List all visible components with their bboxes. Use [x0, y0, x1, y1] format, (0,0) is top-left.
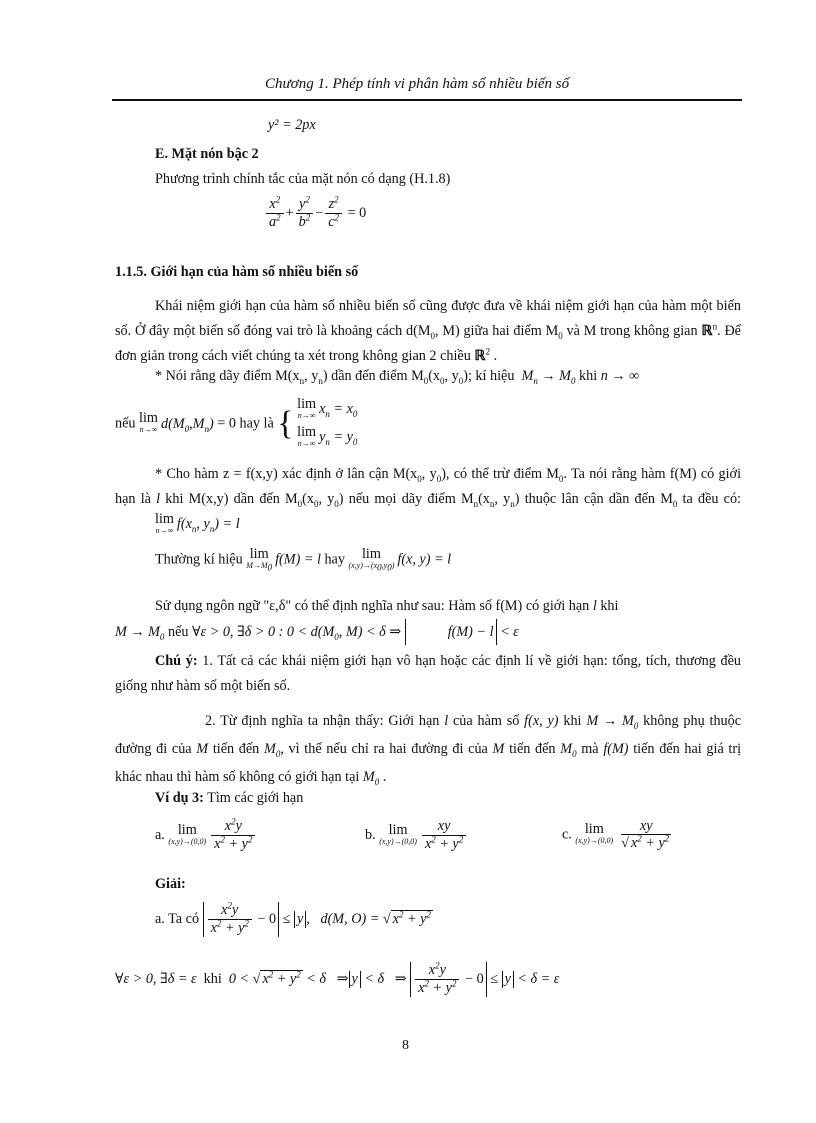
- paragraph-epsilon-delta: Sử dụng ngôn ngữ "ε,δ" có thể định nghĩa như sau: Hàm số f(M) có giới hạn l khi $M \to M_0$ nếu ∀ε > 0, ∃δ > 0 : $0 < d(M_0$, M) < δ ⇒ f(M) − l < ε: [115, 593, 741, 645]
- example-3-title: Ví dụ 3: Tìm các giới hạn: [155, 790, 304, 806]
- sequence-definition: * Nói rằng dãy điểm $M(x_n$, $y_n$) dần đến điểm $M_0(x_0$, $y_0$); kí hiệu $M_n \to M_0$ khi n → ∞: [155, 368, 640, 386]
- section-1-1-5-title: 1.1.5. Giới hạn của hàm số nhiều biến số: [115, 264, 359, 280]
- page-number: 8: [402, 1038, 409, 1053]
- example-limit-b: b. lim (x,y)→(0,0) $\frac{xy}{x^2 + y^2}$: [365, 818, 468, 853]
- note-1: Chú ý: 1. Tất cả các khái niệm giới hạn vô hạn hoặc các định lí về giới hạn: tổng, tích, thương đều giống như hàm số một biến số.: [115, 653, 741, 694]
- section-e-intro: Phương trình chính tắc của mặt nón có dạng (H.1.8): [155, 171, 451, 187]
- note-2: 2. Từ định nghĩa ta nhận thấy: Giới hạn l của hàm số f(x, y) khi $M \to M_0$ không phụ thuộc đường đi của M tiến đến $M_0$, vì thế nếu chỉ ra hai đường đi của M tiến đến $M_0$ mà f(M) tiến đến hai giá trị khác nhau thì hàm số không có giới hạn tại $M_0$ .: [115, 713, 742, 787]
- solution-title: Giải:: [155, 876, 186, 892]
- cone-equation: $\frac{x^2}{a^2}$ + $\frac{y^2}{b^2}$ − $\frac{z^2}{c^2}$ = 0: [264, 196, 366, 231]
- header-rule: [112, 99, 742, 101]
- paragraph-function-limit: * Cho hàm z = f(x,y) xác định ở lân cận $M(x_0$, $y_0$), có thể trừ điểm $M_0$. Ta nói rằng hàm f(M) có giới hạn là l khi M(x,y) dần đến $M_0(x_0$, $y_0$) nếu mọi dãy điểm $M_n(x_n$, $y_n$) thuộc lân cận dần đến $M_0$ ta đều có: lim n→∞ $f(x_n$, $y_n) = l$: [115, 466, 742, 535]
- chapter-header: Chương 1. Phép tính vi phân hàm số nhiều biến số: [265, 76, 570, 92]
- example-limit-c: c. lim (x,y)→(0,0) xy √ $x^2 + y^2$: [562, 818, 670, 851]
- section-e-title: E. Mặt nón bậc 2: [155, 146, 259, 162]
- limit-notation: Thường kí hiệu lim $M\to M_0$ f(M) = l hay lim $(x,y)\to(x_0,y_0)$ f(x, y) = l: [155, 546, 452, 573]
- parabola-equation: y² = 2px: [268, 117, 316, 133]
- sequence-limit-condition: nếu lim n→∞ $d(M_0,M_n) = 0$ hay là { lim n→∞ $x_n = x_0$ lim n→∞ $y_n = y_0$: [115, 396, 358, 448]
- solution-a-epsilon: ∀ε > 0, ∃δ = ε khi 0 < √ $x^2 + y^2 < \delta$ ⇒ y < δ ⇒ $\frac{x^2y}{x^2 + y^2}$ − 0 ≤ y < δ = ε: [115, 960, 560, 996]
- solution-a-bound: a. Ta có $\frac{x^2y}{x^2 + y^2}$ − 0 ≤ y , d(M, O) = √ $x^2 + y^2$: [155, 900, 431, 936]
- paragraph-limit-concept: Khái niệm giới hạn của hàm số nhiều biến số cũng được đưa về khái niệm giới hạn của hàm một biến số. Ở đây một biến số đóng vai trò là khoảng cách $d(M_0$, M) giữa hai điểm $M_0$ và M trong không gian ℝ$^n$. Để đơn giản trong cách viết chúng ta xét trong không gian 2 chiều ℝ$^2$ .: [115, 298, 741, 364]
- example-limit-a: a. lim (x,y)→(0,0) $\frac{x^2y}{x^2 + y^2}$: [155, 818, 257, 853]
